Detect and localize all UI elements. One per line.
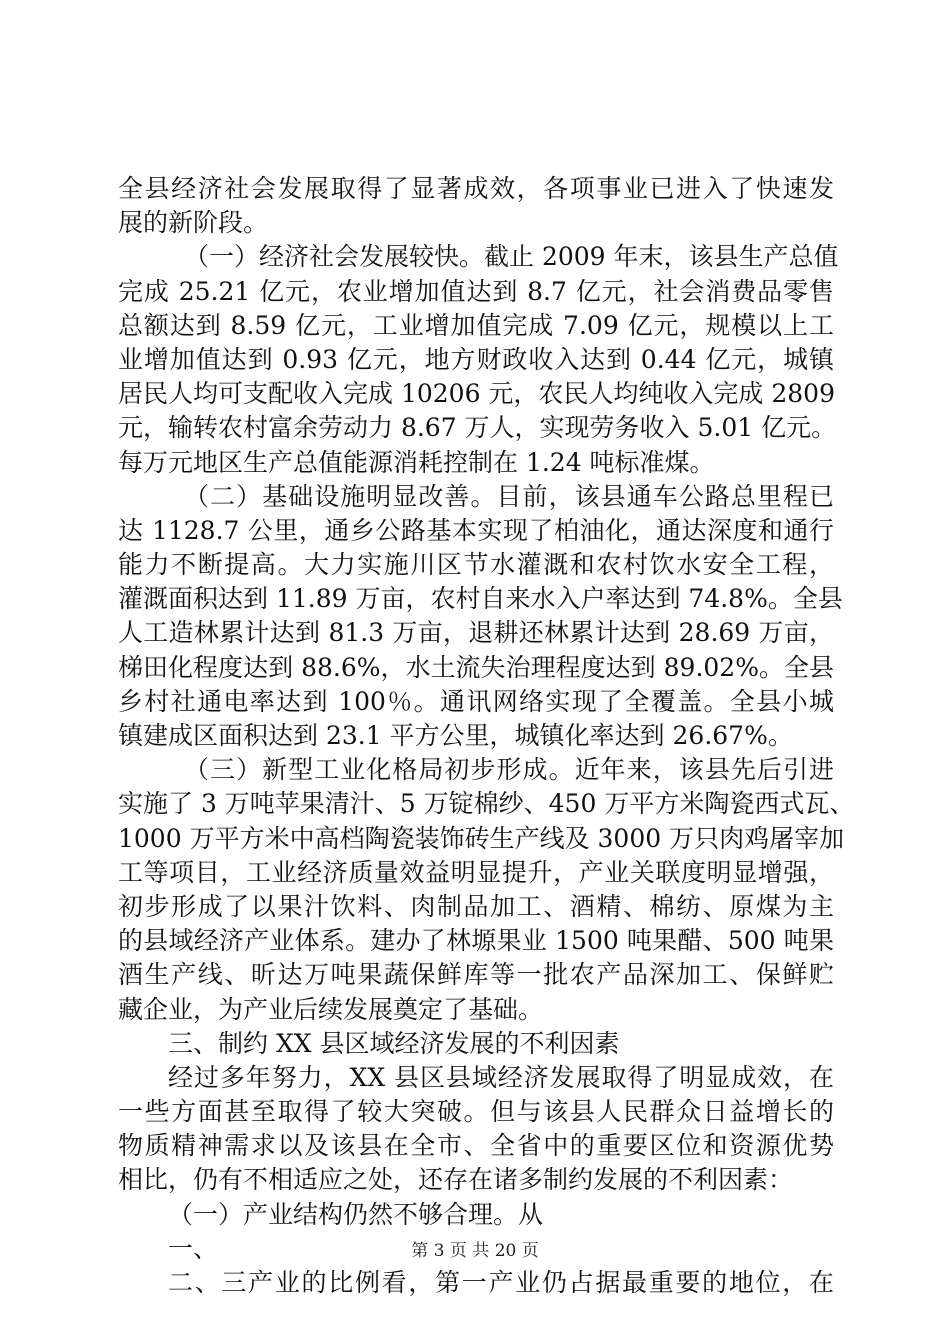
text-line: 达 1128.7 公里，通乡公路基本实现了柏油化，通达深度和通行: [118, 515, 834, 545]
text-line: （三）新型工业化格局初步形成。近年来，该县先后引进: [184, 755, 834, 785]
text-line: 镇建成区面积达到 23.1 平方公里，城镇化率达到 26.67%。: [118, 721, 793, 750]
text-line: 工等项目，工业经济质量效益明显提升，产业关联度明显增强，: [118, 857, 834, 887]
text-line: 能力不断提高。大力实施川区节水灌溉和农村饮水安全工程，: [118, 550, 834, 580]
document-body: [118, 172, 855, 1300]
text-line: 实施了 3 万吨苹果清汁、5 万锭棉纱、450 万平方米陶瓷西式瓦、: [118, 789, 855, 819]
text-line: 总额达到 8.59 亿元，工业增加值完成 7.09 亿元，规模以上工: [118, 310, 834, 340]
text-line: 三、制约 XX 县区域经济发展的不利因素: [168, 1028, 620, 1058]
text-line: 业增加值达到 0.93 亿元，地方财政收入达到 0.44 亿元，城镇: [118, 344, 834, 374]
text-line: 二、三产业的比例看，第一产业仍占据最重要的地位，在: [168, 1268, 834, 1297]
page-footer: 第 3 页 共 20 页: [411, 1241, 539, 1261]
text-line: 居民人均可支配收入完成 10206 元，农民人均纯收入完成 2809: [118, 379, 835, 409]
text-line: 的县域经济产业体系。建办了林塬果业 1500 吨果醋、500 吨果: [118, 926, 834, 956]
text-line: 每万元地区生产总值能源消耗控制在 1.24 吨标准煤。: [118, 447, 715, 477]
text-line: 完成 25.21 亿元，农业增加值达到 8.7 亿元，社会消费品零售: [118, 276, 834, 306]
text-line: 藏企业，为产业后续发展奠定了基础。: [118, 994, 544, 1024]
text-line: 梯田化程度达到 88.6%，水土流失治理程度达到 89.02%。全县: [118, 652, 834, 682]
text-line: （一）经济社会发展较快。截止 2009 年末，该县生产总值: [184, 242, 839, 272]
text-line: 展的新阶段。: [118, 208, 269, 238]
text-line: 初步形成了以果汁饮料、肉制品加工、酒精、棉纺、原煤为主: [118, 891, 834, 921]
text-line: （一）产业结构仍然不够合理。从: [168, 1199, 544, 1229]
text-line: 灌溉面积达到 11.89 万亩，农村自来水入户率达到 74.8%。全县: [118, 584, 843, 614]
text-line: 人工造林累计达到 81.3 万亩，退耕还林累计达到 28.69 万亩，: [118, 618, 834, 648]
text-line: 全县经济社会发展取得了显著成效，各项事业已进入了快速发: [118, 174, 834, 203]
text-line: 一、: [168, 1233, 219, 1263]
text-line: 1000 万平方米中高档陶瓷装饰砖生产线及 3000 万只肉鸡屠宰加: [118, 823, 845, 853]
text-line: 经过多年努力，XX 县区县域经济发展取得了明显成效，在: [168, 1062, 834, 1092]
text-line: 乡村社通电率达到 100％。通讯网络实现了全覆盖。全县小城: [118, 686, 834, 716]
text-line: 酒生产线、昕达万吨果蔬保鲜库等一批农产品深加工、保鲜贮: [118, 960, 834, 990]
text-line: 物质精神需求以及该县在全市、全省中的重要区位和资源优势: [118, 1131, 834, 1161]
text-line: 相比，仍有不相适应之处，还存在诸多制约发展的不利因素：: [118, 1165, 794, 1195]
text-line: 元，输转农村富余劳动力 8.67 万人，实现劳务收入 5.01 亿元。: [118, 413, 837, 443]
text-line: （二）基础设施明显改善。目前，该县通车公路总里程已: [184, 481, 834, 511]
text-line: 一些方面甚至取得了较大突破。但与该县人民群众日益增长的: [118, 1097, 834, 1127]
